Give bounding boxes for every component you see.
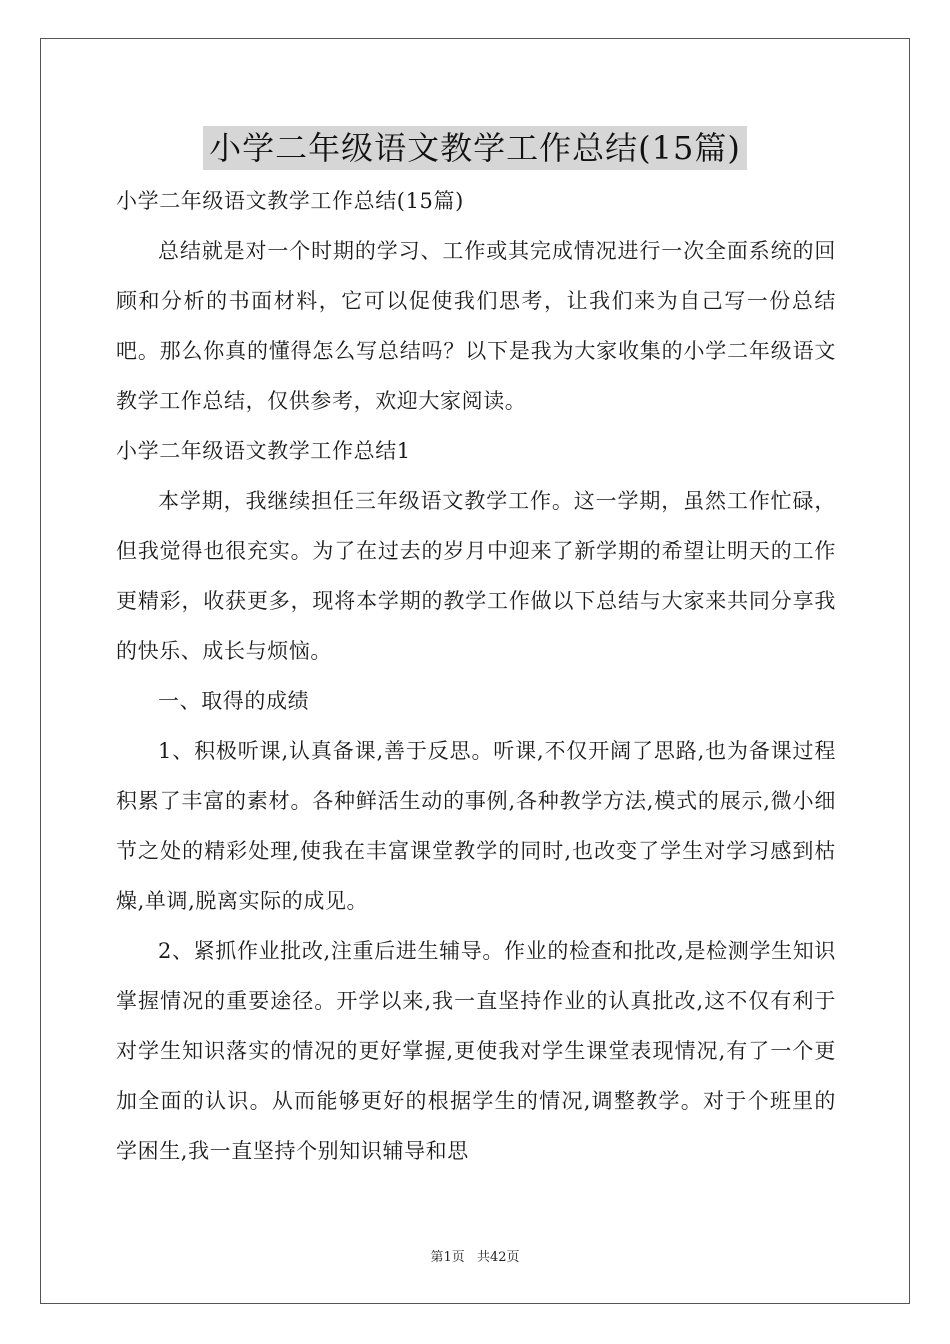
page-total: 共42页	[476, 1250, 520, 1265]
page-number: 第1页	[430, 1250, 465, 1265]
subtitle-line: 小学二年级语文教学工作总结(15篇)	[116, 189, 464, 213]
body-paragraph: 1、积极听课,认真备课,善于反思。听课,不仅开阔了思路,也为备课过程积累了丰富的素材。各种鲜活生动的事例,各种教学方法,模式的展示,微小细节之处的精彩处理,使我在丰富课堂教学的同时,也改变了学生对学习感到枯燥,单调,脱离实际的成见。	[116, 739, 836, 913]
document-title: 小学二年级语文教学工作总结(15篇)	[203, 126, 747, 170]
document-body	[116, 176, 836, 1176]
intro-paragraph: 总结就是对一个时期的学习、工作或其完成情况进行一次全面系统的回顾和分析的书面材料，它可以促使我们思考，让我们来为自己写一份总结吧。那么你真的懂得怎么写总结吗？以下是我为大家收集的小学二年级语文教学工作总结，仅供参考，欢迎大家阅读。	[116, 239, 836, 413]
body-paragraph: 本学期，我继续担任三年级语文教学工作。这一学期，虽然工作忙碌，但我觉得也很充实。为了在过去的岁月中迎来了新学期的希望让明天的工作更精彩，收获更多，现将本学期的教学工作做以下总结与大家来共同分享我的快乐、成长与烦恼。	[116, 489, 836, 663]
subsection-heading: 一、取得的成绩	[158, 689, 310, 713]
title-container	[0, 126, 950, 170]
section-heading-1: 小学二年级语文教学工作总结1	[116, 439, 411, 463]
page-footer	[0, 1246, 950, 1265]
body-paragraph: 2、紧抓作业批改,注重后进生辅导。作业的检查和批改,是检测学生知识掌握情况的重要途径。开学以来,我一直坚持作业的认真批改,这不仅有利于对学生知识落实的情况的更好掌握,更使我对学生课堂表现情况,有了一个更加全面的认识。从而能够更好的根据学生的情况,调整教学。对于个班里的学困生,我一直坚持个别知识辅导和思	[116, 939, 836, 1163]
